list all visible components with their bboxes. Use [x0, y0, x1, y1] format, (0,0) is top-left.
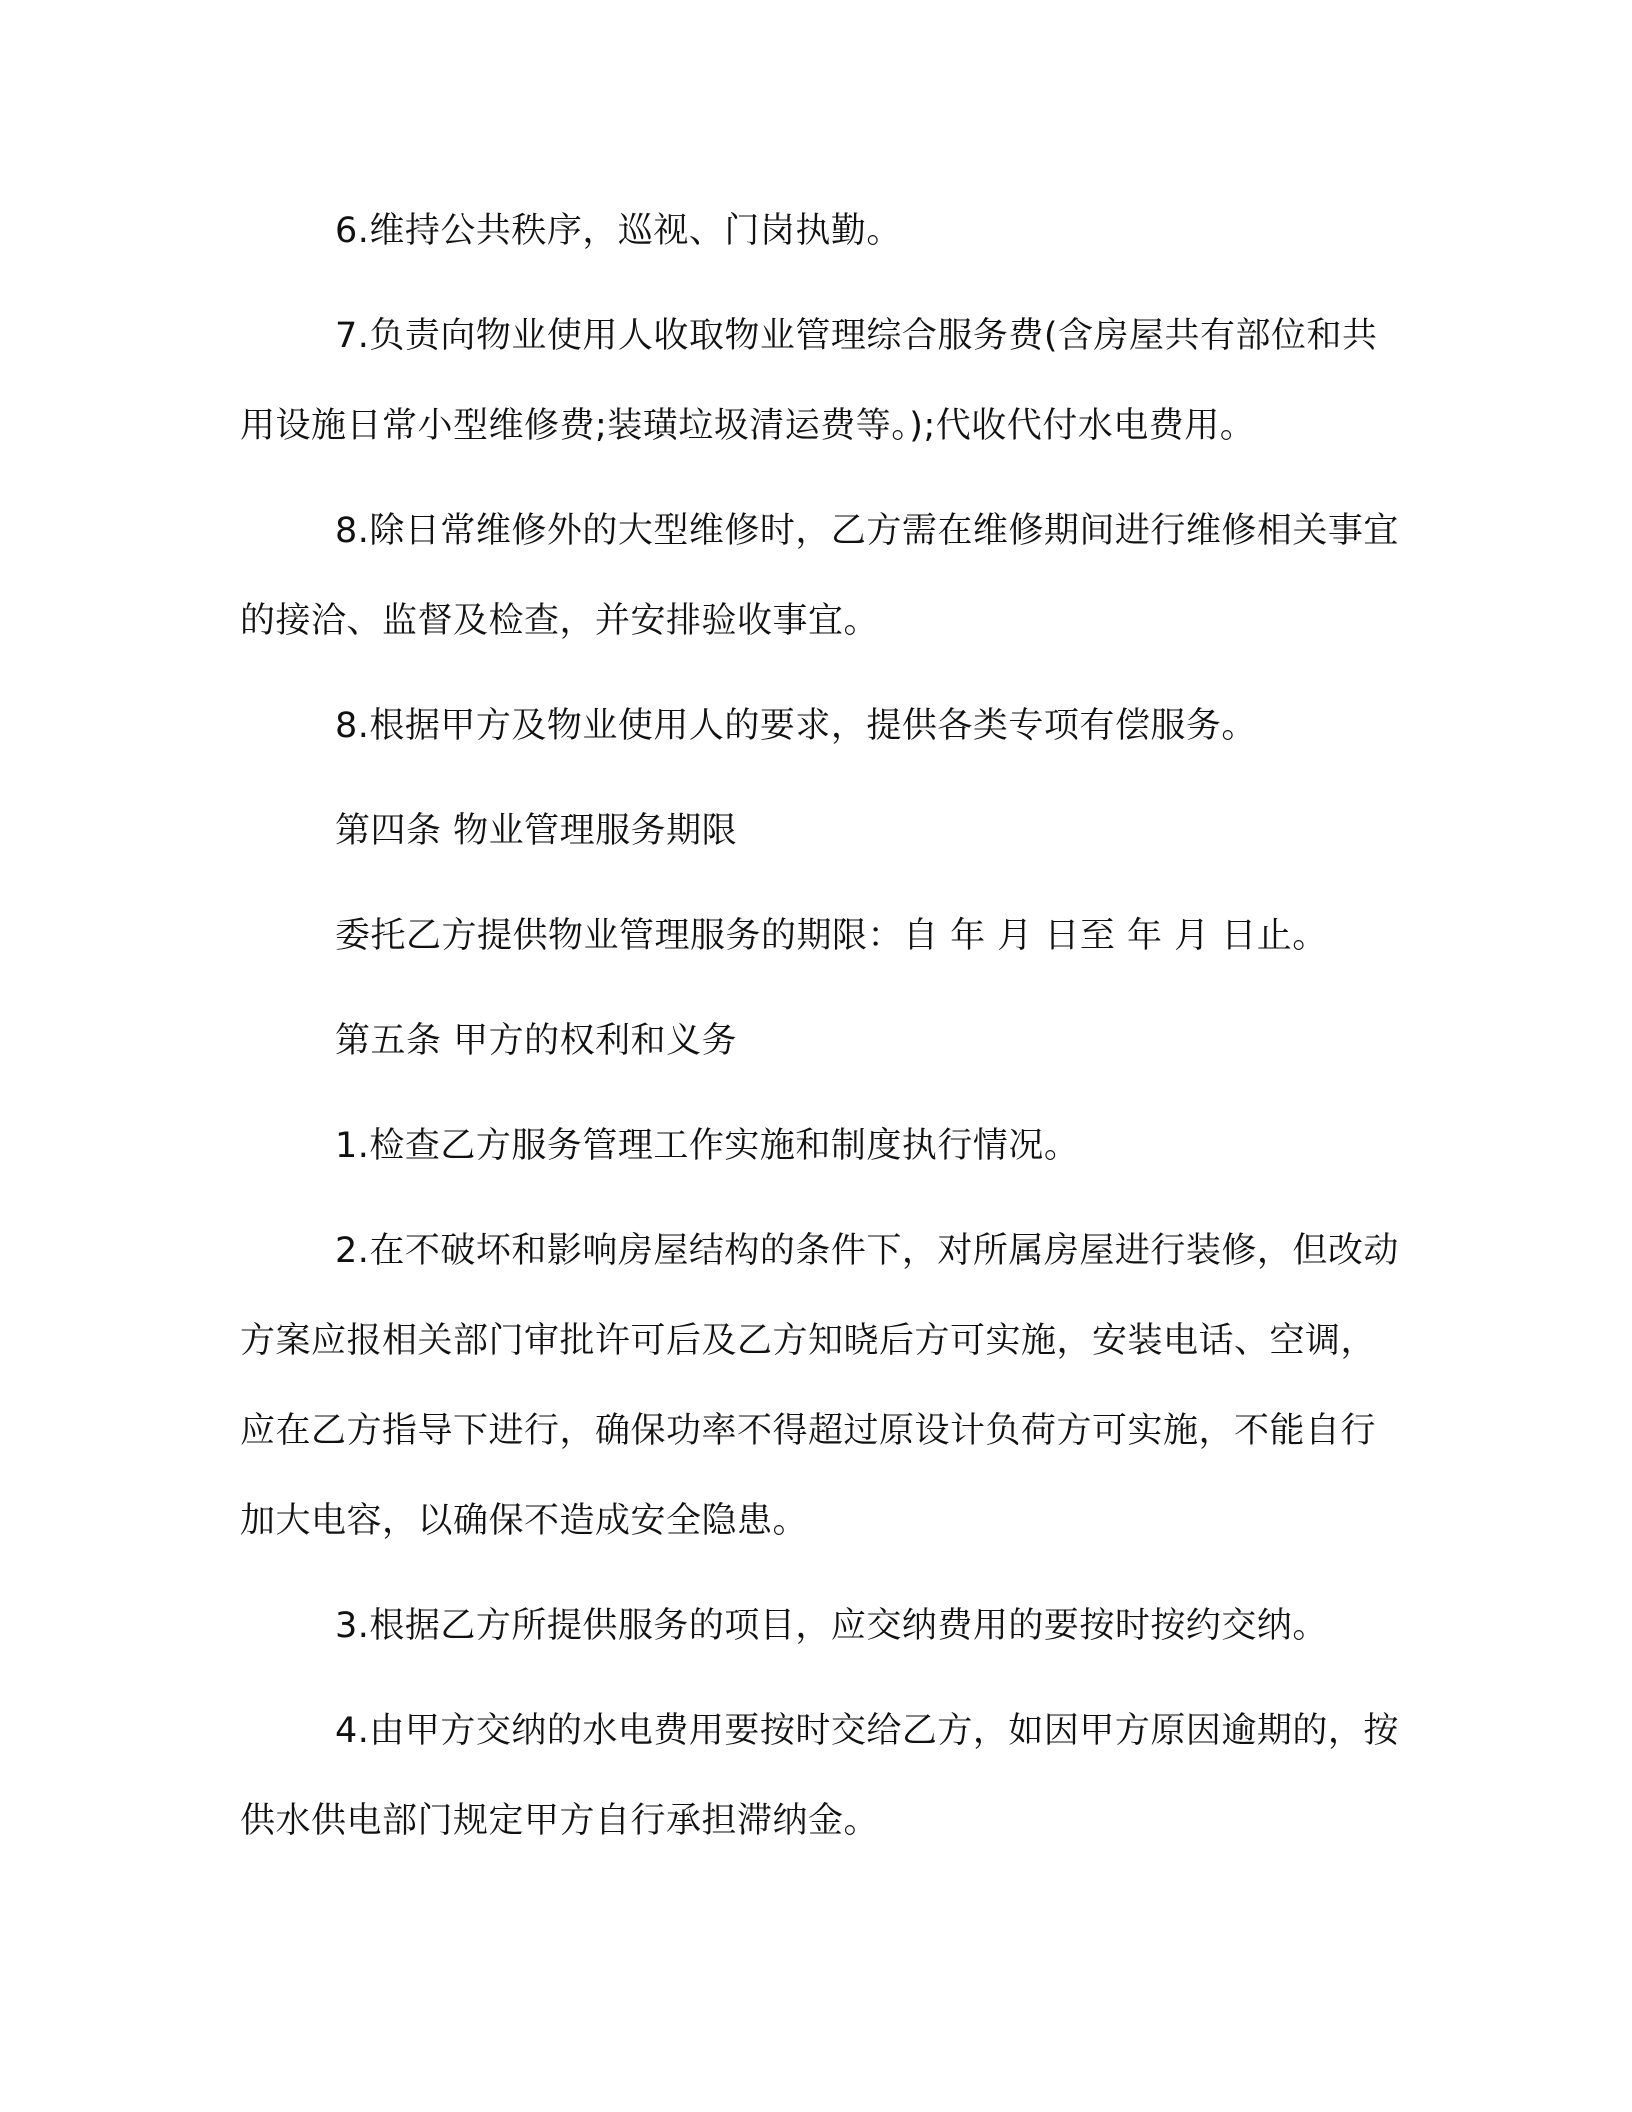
paragraph-item-8-service: 8.根据甲方及物业使用人的要求，提供各类专项有偿服务。: [335, 706, 1257, 746]
paragraph-service-term: 委托乙方提供物业管理服务的期限：自 年 月 日至 年 月 日止。: [335, 916, 1328, 956]
document-body: [240, 186, 1400, 1866]
section-heading-article-5: 第五条 甲方的权利和义务: [335, 1021, 738, 1061]
paragraph-item-7: 7.负责向物业使用人收取物业管理综合服务费(含房屋共有部位和共用设施日常小型维修费;装璜垃圾清运费等。);代收代付水电费用。: [240, 316, 1378, 446]
paragraph-item-2: 2.在不破坏和影响房屋结构的条件下，对所属房屋进行装修，但改动方案应报相关部门审批许可后及乙方知晓后方可实施，安装电话、空调，应在乙方指导下进行，确保功率不得超过原设计负荷方可实施，不能自行加大电容，以确保不造成安全隐患。: [240, 1231, 1399, 1541]
section-heading-article-4: 第四条 物业管理服务期限: [335, 811, 738, 851]
paragraph-item-1: 1.检查乙方服务管理工作实施和制度执行情况。: [335, 1126, 1080, 1166]
paragraph-item-3: 3.根据乙方所提供服务的项目，应交纳费用的要按时按约交纳。: [335, 1606, 1328, 1646]
paragraph-item-8-repair: 8.除日常维修外的大型维修时，乙方需在维修期间进行维修相关事宜的接洽、监督及检查，并安排验收事宜。: [240, 511, 1399, 641]
paragraph-item-6: 6.维持公共秩序，巡视、门岗执勤。: [335, 211, 902, 251]
paragraph-item-4: 4.由甲方交纳的水电费用要按时交给乙方，如因甲方原因逾期的，按供水供电部门规定甲方自行承担滞纳金。: [240, 1711, 1399, 1841]
